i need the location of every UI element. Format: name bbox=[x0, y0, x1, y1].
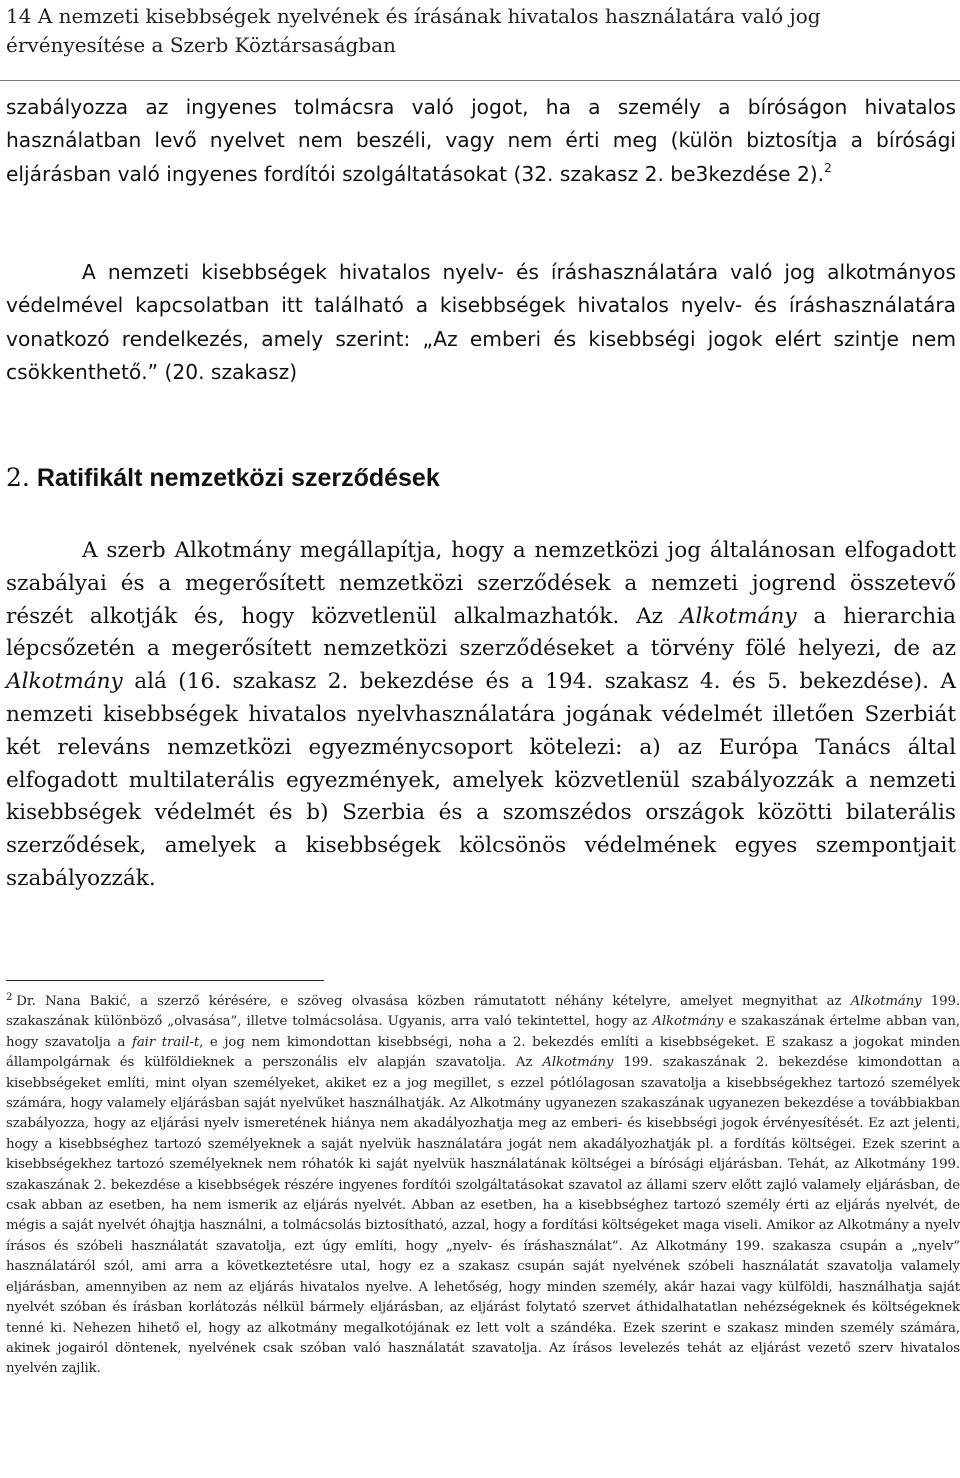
paragraph-ratified-treaties bbox=[6, 535, 956, 896]
text-run: 199. szakaszának különböző „olvasása”, illetve tolmácsolása. Ugyanis, arra való tekintettel, hogy az bbox=[6, 994, 960, 1030]
running-title: A nemzeti kisebbségek nyelvének és írásának hivatalos használatára való jog érvényesítése a Szerb Köztársaságban bbox=[6, 4, 821, 57]
footnote bbox=[6, 992, 960, 1380]
paragraph-constitutional-protection bbox=[6, 256, 956, 390]
text-run: A szerb Alkotmány megállapítja, hogy a nemzetközi jog általánosan elfogadott szabályai és a megerősített nemzetközi szerződések a nemzeti jogrend összetevő részét alkotják és, hogy közvetlenül alkalmazhatók. Az bbox=[6, 538, 956, 629]
italic-term: Alkotmány bbox=[542, 1055, 614, 1071]
italic-term: fair trail-t bbox=[132, 1034, 200, 1050]
italic-term: Alkotmány bbox=[850, 994, 922, 1009]
page-number: 14 bbox=[6, 4, 32, 28]
paragraph-text: szabályozza az ingyenes tolmácsra való jogot, ha a személy a bíróságon hivatalos használatban levő nyelvet nem beszéli, vagy nem érti meg (külön biztosítja a bírósági eljárásban való ingyenes fordítói szolgáltatásokat (32. szakasz 2. be3kezdése 2). bbox=[6, 95, 956, 186]
italic-term: Alkotmány bbox=[652, 1014, 724, 1030]
section-heading bbox=[6, 462, 440, 494]
text-run: alá (16. szakasz 2. bekezdése és a 194. szakasz 4. és 5. bekezdése). A nemzeti kisebbségek hivatalos nyelvhasználatára jogának védelmét illetően Szerbiát két releváns nemzetközi egyezménycsoport kötelezi: a) az Európa Tanács által elfogadott multilaterális egyezmények, amelyek közvetlenül szabályozzák a nemzeti kisebbségek védelmét és b) Szerbia és a szomszédos országok közötti bilaterális szerződések, amelyek a kisebbségek kölcsönös védelmének egyes szempontjait szabályozzák. bbox=[6, 669, 956, 891]
italic-term: Alkotmány bbox=[679, 603, 797, 629]
footnote-mark: 2 bbox=[6, 992, 13, 1003]
footnote-reference[interactable]: 2 bbox=[824, 160, 832, 175]
text-run: Dr. Nana Bakić, a szerző kérésére, e szöveg olvasása közben rámutatott néhány kételyre, amelyet megnyithat az bbox=[16, 994, 851, 1009]
text-run: , e jog nem kimondottan kisebbségi, noha a 2. bekezdés említi a kisebbségeket. E szakasz a jogokat minden állampolgárnak és külföldieknek a perszonális elv alapján szavatolja. Az bbox=[6, 1034, 960, 1071]
section-number: 2. bbox=[6, 463, 30, 492]
running-header bbox=[6, 2, 956, 60]
paragraph-continuation bbox=[6, 91, 956, 191]
text-run: e szakaszának értelme abban van, hogy szavatolja a bbox=[6, 1014, 960, 1050]
paragraph-text: A nemzeti kisebbségek hivatalos nyelv- és íráshasználatára való jog alkotmányos védelmével kapcsolatban itt található a kisebbségek hivatalos nyelv- és íráshasználatára vonatkozó rendelkezés, amely szerint: „Az emberi és kisebbségi jogok elért szintje nem csökkenthető.” (20. szakasz) bbox=[6, 260, 956, 385]
text-run: a hierarchia lépcsőzetén a megerősített nemzetközi szerződéseket a törvény fölé helyezi, de az bbox=[6, 603, 956, 662]
section-title: Ratifikált nemzetközi szerződések bbox=[36, 464, 440, 492]
italic-term: Alkotmány bbox=[6, 669, 123, 695]
text-run: 199. szakaszának 2. bekezdése kimondottan a kisebbségeket említi, mint olyan személyeket, akiket ez a jog megillet, s ezzel pótlólagosan szavatolja a kisebbségekhez tartozó személyek számára, hogy valamely eljárásban saját nyelvűket használhatják. Az Alkotmány ugyanezen szakaszának ugyanezen bekezdése a továbbiakban szabályozza, hogy az eljárási nyelv ismeretének hiánya nem akadályozhatja meg az emberi- és kisebbségi jogok érvényesítését. Ez azt jelenti, hogy a kisebbséghez tartozó személyeknek a saját nyelvük használatára jogát nem akadályozhatják pl. a fordítás költségei. Ezek szerint a kisebbségekhez tartozó személyeknek nem róhatók ki saját nyelvük használatának költségei a bírósági eljárásban. Tehát, az Alkotmány 199. szakaszának 2. bekezdése a kisebbségek részére ingyenes fordítói szolgáltatásokat szavatol az állami szerv előtt zajló valamely eljárásban, de csak abban az esetben, ha nem ismerik az eljárás nyelvét. Abban az esetben, ha a kisebbséghez tartozó személy érti az eljárás nyelvét, de mégis a saját nyelvét óhajtja használni, a tolmácsolás biztosítható, azzal, hogy a fordítási költségeket maga viseli. Amikor az Alkotmány a nyelv írásos és szóbeli használatát szavatolja, ezt úgy említi, hogy „nyelv- és íráshasználat”. Az Alkotmány 199. szakasza csupán a „nyelv” használatáról szól, ami arra a következtetésre utal, hogy ez a szakasz csupán saját nyelvének szóbeli használatát szavatolja valamely eljárásban, amennyiben az nem az eljárás hivatalos nyelve. A lehetőség, hogy minden személy, akár hazai vagy külföldi, használhatja saját nyelvét szóban és írásban korlátozás nélkül bármely eljárásban, az eljárást folytató szervet áthidalhatatlan nehézségeknek és költségeknek tenné ki. Nehezen hihető el, hogy az alkotmány megalkotójának ez lett volt a szándéka. Ezek szerint e szakasz minden személy számára, akinek jogairól döntenek, nyelvének csak szóban való használatát szavatolja. Az írásos levelezés tehát az eljárást vezető szerv hivatalos nyelvén zajlik. bbox=[6, 1055, 960, 1377]
footnote-divider bbox=[6, 980, 324, 981]
header-divider bbox=[0, 80, 960, 81]
